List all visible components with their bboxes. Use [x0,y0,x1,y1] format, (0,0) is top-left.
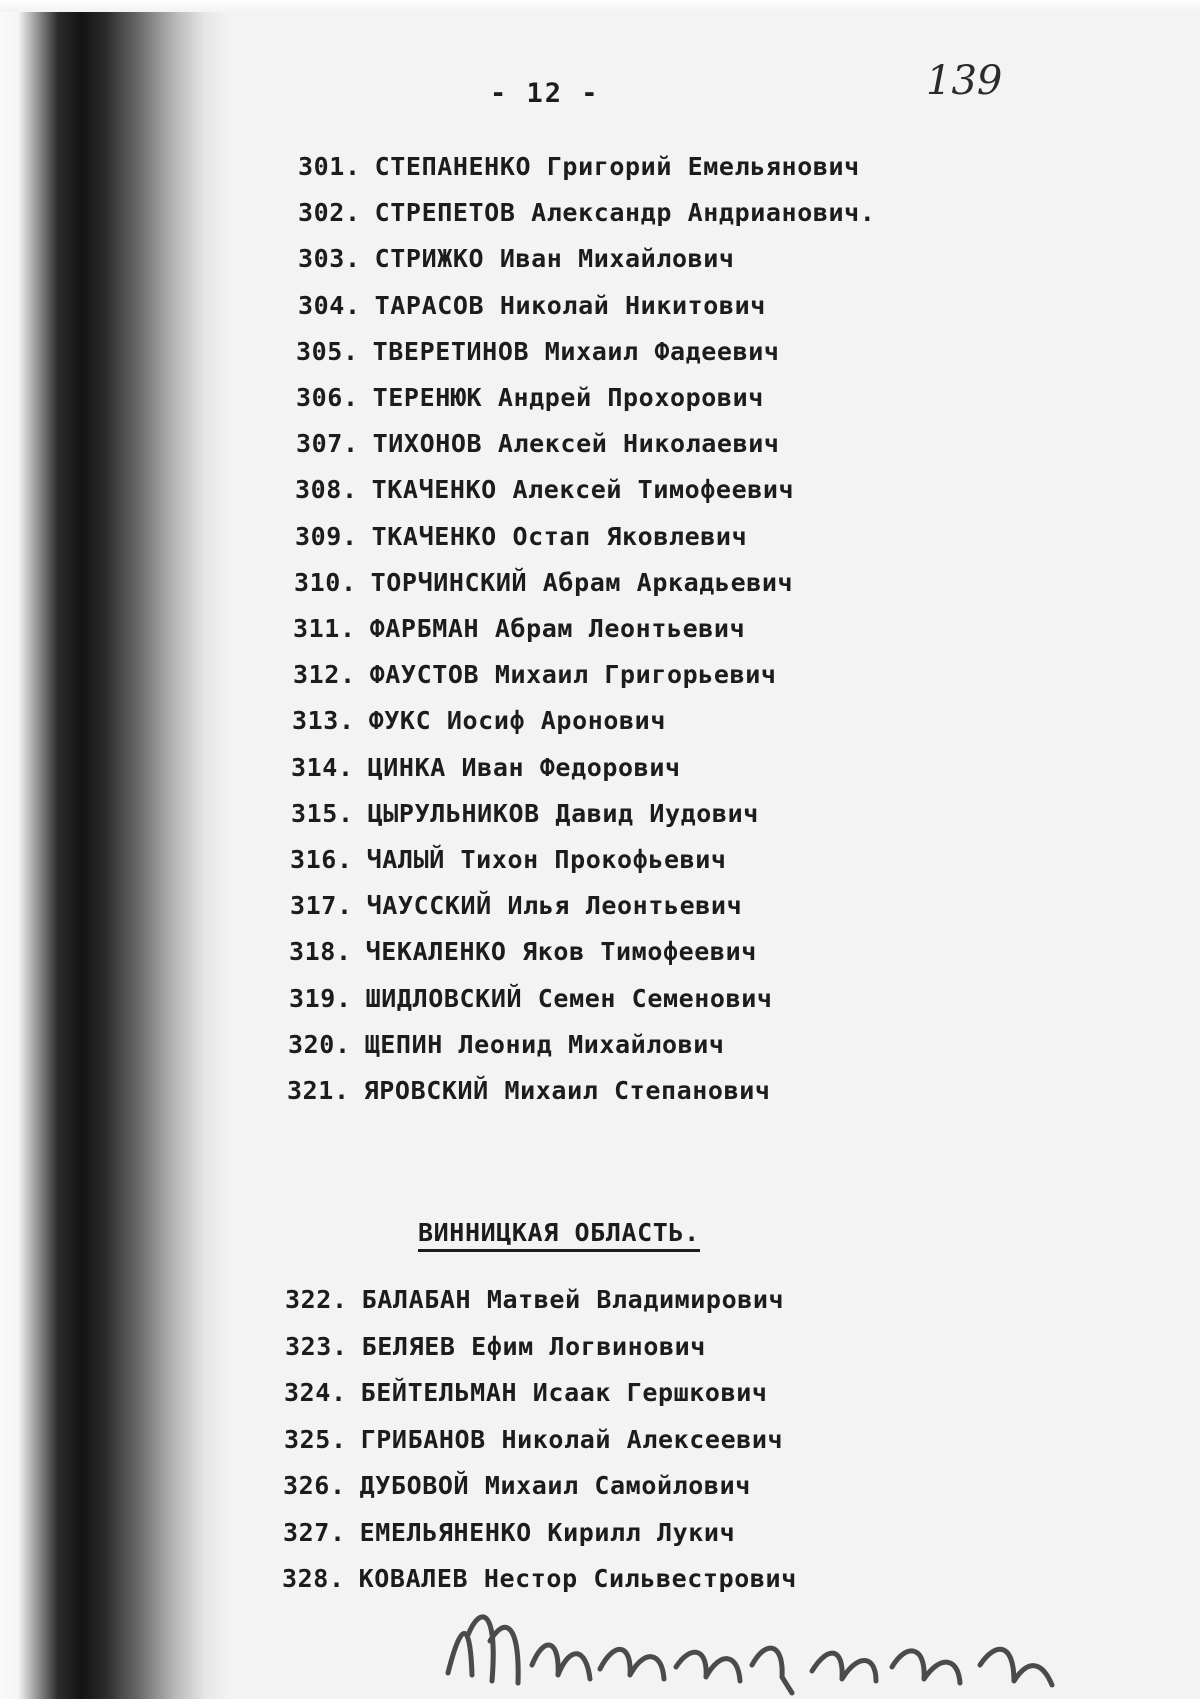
entry-number: 305. [296,336,359,366]
entry-number: 312. [293,660,356,690]
list-item [298,244,735,274]
entry-name: ЕМЕЛЬЯНЕНКО Кирилл Лукич [359,1517,736,1547]
entry-name: ФАУСТОВ Михаил Григорьевич [369,660,777,690]
list-item [291,753,681,783]
entry-name: ТЕРЕНЮК Андрей Прохорович [372,383,764,412]
folio-number-text: 139 [926,58,1003,104]
list-item [290,845,727,875]
entry-number: 301. [298,152,361,181]
entry-number: 314. [291,752,354,782]
entry-name: ДУБОВОЙ Михаил Самойлович [359,1471,751,1500]
entry-number: 302. [298,198,361,228]
page-top-edge [0,0,1200,12]
entry-number: 327. [283,1517,346,1547]
entry-name: ГРИБАНОВ Николай Алексеевич [360,1424,784,1454]
entry-number: 307. [296,429,359,459]
entry-name: ЧЕКАЛЕНКО Яков Тимофеевич [365,937,757,967]
entry-name: ТИХОНОВ Алексей Николаевич [372,429,780,459]
list-item [285,1285,784,1315]
list-item [295,522,747,552]
list-item [298,198,875,228]
list-item [298,152,860,182]
entry-number: 306. [296,383,359,412]
list-item [288,1030,725,1060]
entry-number: 321. [287,1076,350,1105]
entry-number: 317. [290,891,353,921]
list-item [296,383,764,413]
entry-name: ТКАЧЕНКО Алексей Тимофеевич [371,475,795,505]
list-item [283,1471,751,1501]
entry-number: 309. [295,521,358,551]
entry-name: БЕЙТЕЛЬМАН Исаак Гершкович [360,1378,768,1407]
list-item [294,568,793,598]
entry-name: ФУКС Иосиф Аронович [368,706,666,736]
list-item [293,660,777,690]
list-item [296,429,780,459]
entry-name: ТОРЧИНСКИЙ Абрам Аркадьевич [370,567,794,597]
entry-number: 308. [295,475,358,505]
entry-number: 310. [294,567,357,597]
list-item [284,1378,768,1408]
list-item [289,937,757,967]
page-number: - 12 - [490,78,600,109]
region-heading: ВИННИЦКАЯ ОБЛАСТЬ. [418,1218,700,1252]
entry-name: БЕЛЯЕВ Ефим Логвинович [361,1331,706,1361]
list-item [284,1425,783,1455]
handwritten-signature [440,1595,1060,1699]
entry-number: 325. [284,1424,347,1454]
entry-name: ЦЫРУЛЬНИКОВ Давид Иудович [367,798,759,828]
list-item [282,1564,797,1594]
entry-number: 328. [282,1564,345,1593]
entry-number: 326. [283,1471,346,1500]
entry-number: 316. [290,845,353,874]
entry-number: 319. [289,983,352,1013]
entry-name: ТАРАСОВ Николай Никитович [374,290,766,320]
folio-number [922,52,1042,108]
entry-name: СТРЕПЕТОВ Александр Андрианович. [374,198,876,228]
entry-name: ЧАЛЫЙ Тихон Прокофьевич [366,845,727,874]
entry-name: ЧАУССКИЙ Илья Леонтьевич [366,891,743,921]
list-item [283,1518,735,1548]
entry-name: СТРИЖКО Иван Михайлович [374,244,735,274]
entry-name: КОВАЛЕВ Нестор Сильвестрович [358,1564,797,1593]
list-item [296,337,780,367]
entry-name: ЦИНКА Иван Федорович [367,752,681,782]
entry-number: 315. [291,798,354,828]
entry-number: 322. [285,1285,348,1314]
entry-number: 324. [284,1378,347,1407]
entry-number: 313. [292,706,355,736]
list-item [287,1076,771,1106]
list-item [289,984,773,1014]
entry-name: ЩЕПИН Леонид Михайлович [364,1029,725,1059]
binding-shadow [0,0,230,1699]
list-item [290,891,742,921]
entry-number: 320. [288,1029,351,1059]
entry-name: ФАРБМАН Абрам Леонтьевич [369,614,746,643]
entry-number: 303. [298,244,361,274]
list-item [293,614,745,644]
entry-name: БАЛАБАН Матвей Владимирович [361,1285,785,1314]
entry-number: 318. [289,937,352,967]
list-item [292,706,666,736]
entry-name: ШИДЛОВСКИЙ Семен Семенович [365,983,773,1013]
entry-name: ЯРОВСКИЙ Михаил Степанович [363,1076,771,1105]
list-item [295,475,794,505]
list-item [285,1332,706,1362]
entry-name: ТКАЧЕНКО Остап Яковлевич [371,521,748,551]
entry-number: 304. [298,290,361,320]
entry-name: СТЕПАНЕНКО Григорий Емельянович [374,152,860,181]
list-item [291,799,759,829]
list-item [298,291,766,321]
entry-name: ТВЕРЕТИНОВ Михаил Фадеевич [372,336,780,366]
entry-number: 311. [293,614,356,643]
entry-number: 323. [285,1331,348,1361]
